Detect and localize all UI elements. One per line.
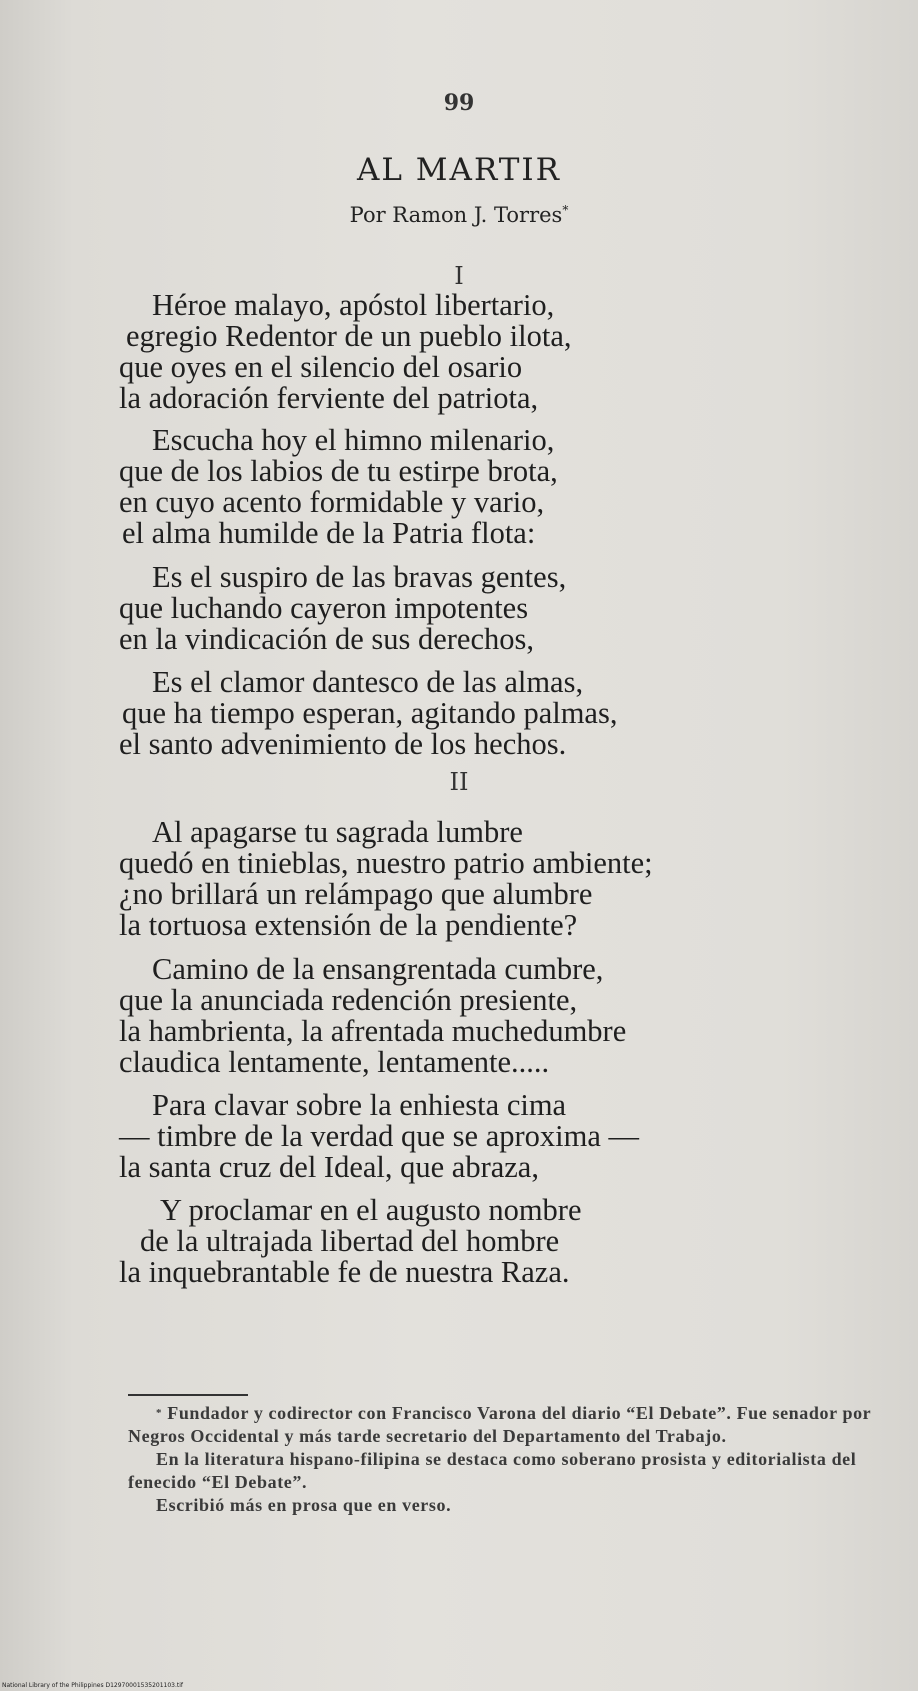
- verse-line: — timbre de la verdad que se aproxima —: [119, 1119, 640, 1153]
- verse-line: la hambrienta, la afrentada muchedumbre: [119, 1014, 627, 1048]
- verse-line: que oyes en el silencio del osario: [119, 350, 523, 384]
- footnotes: [128, 1402, 873, 1517]
- footnote-mark: *: [156, 1407, 163, 1419]
- verse-line: Para clavar sobre la enhiesta cima: [152, 1088, 567, 1122]
- author-name: Por Ramon J. Torres: [349, 203, 563, 227]
- stanza-1-1: [119, 288, 852, 415]
- stanza-1-4: [119, 665, 852, 761]
- verse-line: egregio Redentor de un pueblo ilota,: [126, 319, 572, 353]
- footnote-text: Fundador y codirector con Francisco Varona del diario “El Debate”. Fue senador por Negros Occidental y más tarde secretario del Departamento del Trabajo.: [128, 1403, 871, 1446]
- verse-line: Escucha hoy el himno milenario,: [152, 423, 555, 457]
- footnote-paragraph-3: Escribió más en prosa que en verso.: [156, 1495, 452, 1515]
- verse-line: de la ultrajada libertad del hombre: [140, 1224, 560, 1258]
- verse-line: Camino de la ensangrentada cumbre,: [152, 952, 604, 986]
- verse-line: el alma humilde de la Patria flota:: [122, 516, 536, 550]
- verse-line: que la anunciada redención presiente,: [119, 983, 578, 1017]
- verse-line: Y proclamar en el augusto nombre: [160, 1193, 582, 1227]
- verse-line: Héroe malayo, apóstol libertario,: [152, 288, 555, 322]
- stanza-1-2: [119, 423, 852, 550]
- verse-line: la inquebrantable fe de nuestra Raza.: [119, 1255, 570, 1289]
- verse-line: que de los labios de tu estirpe brota,: [119, 454, 558, 488]
- page-number: 99: [443, 90, 475, 116]
- verse-line: Es el suspiro de las bravas gentes,: [152, 560, 567, 594]
- footnote-divider: [128, 1394, 248, 1396]
- verse-line: en cuyo acento formidable y vario,: [119, 485, 545, 519]
- archive-imprint: National Library of the Philippines D12970001535201103.tif: [2, 1682, 184, 1689]
- verse-line: la tortuosa extensión de la pendiente?: [119, 908, 578, 942]
- verse-line: que ha tiempo esperan, agitando palmas,: [122, 696, 618, 730]
- verse-line: que luchando cayeron impotentes: [119, 591, 529, 625]
- verse-line: la adoración ferviente del patriota,: [119, 381, 539, 415]
- section-numeral-1: I: [454, 262, 464, 290]
- verse-line: en la vindicación de sus derechos,: [119, 622, 534, 656]
- author-footnote-mark: *: [562, 203, 569, 217]
- verse-line: claudica lentamente, lentamente.....: [119, 1045, 550, 1079]
- poem-title: AL MARTIR: [356, 152, 561, 188]
- verse-line: quedó en tinieblas, nuestro patrio ambiente;: [119, 846, 653, 880]
- stanza-2-2: [119, 952, 852, 1079]
- footnote-paragraph-1: [128, 1402, 873, 1448]
- stanza-2-1: [119, 815, 852, 942]
- verse-line: Al apagarse tu sagrada lumbre: [152, 815, 523, 849]
- stanza-2-4: [119, 1193, 860, 1289]
- verse-line: el santo advenimiento de los hechos.: [119, 727, 567, 761]
- stanza-2-3: [119, 1088, 852, 1184]
- verse-line: ¿no brillará un relámpago que alumbre: [119, 877, 593, 911]
- verse-line: Es el clamor dantesco de las almas,: [152, 665, 584, 699]
- verse-line: la santa cruz del Ideal, que abraza,: [119, 1150, 539, 1184]
- poem-author: [0, 203, 918, 227]
- stanza-1-3: [119, 560, 852, 656]
- footnote-paragraph-2: En la literatura hispano-filipina se destaca como soberano prosista y editorialista del fenecido “El Debate”.: [128, 1449, 857, 1492]
- section-numeral-2: II: [449, 768, 469, 796]
